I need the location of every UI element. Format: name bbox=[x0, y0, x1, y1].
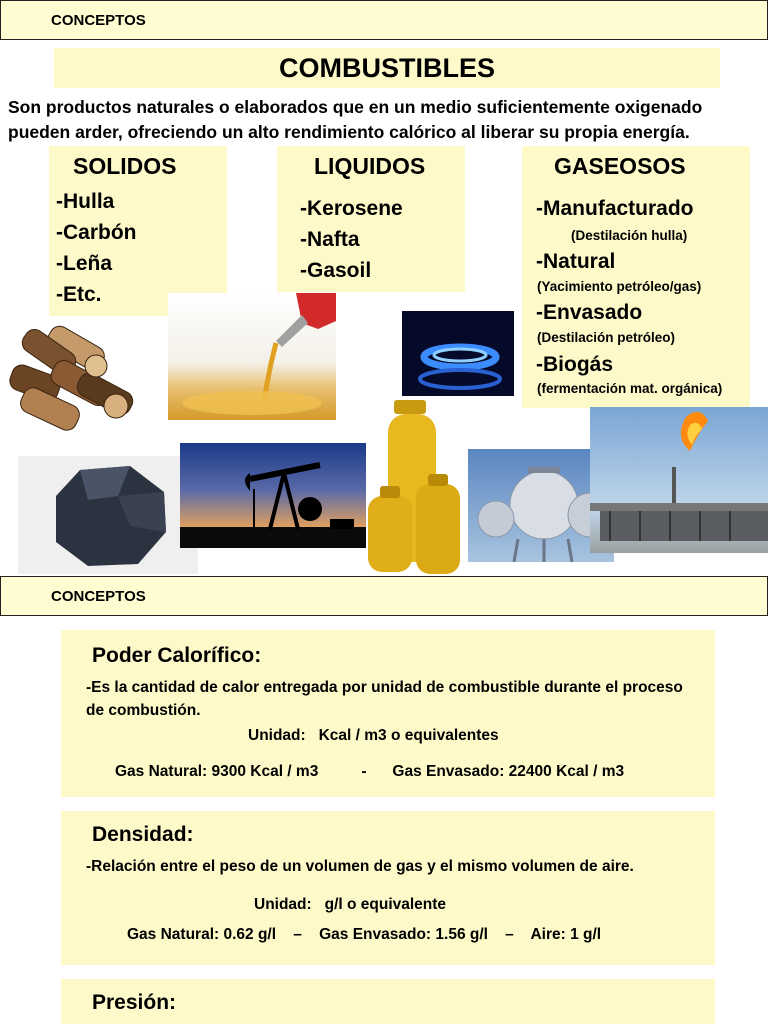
poder-title: Poder Calorífico: bbox=[92, 644, 262, 667]
header-label-top: CONCEPTOS bbox=[51, 12, 146, 29]
gas-flame-image bbox=[402, 311, 514, 396]
poder-desc: -Es la cantidad de calor entregada por unidad de combustible durante el proceso de combustión. bbox=[86, 679, 683, 719]
liquidos-heading: LIQUIDOS bbox=[314, 153, 426, 179]
coal-lump-image bbox=[18, 456, 198, 574]
gaseosos-item-note: (Destilación petróleo) bbox=[537, 330, 676, 345]
liquidos-item: -Kerosene bbox=[300, 197, 403, 220]
gas-cylinders-image bbox=[366, 400, 462, 576]
intro-text: Son productos naturales o elaborados que en un medio suficientemente oxigenado pueden arder, ofreciendo un alto rendimiento calórico al liberar su propia energía. bbox=[8, 97, 703, 142]
gaseosos-item-label: -Natural bbox=[536, 250, 616, 273]
firewood-logs-image bbox=[6, 322, 138, 434]
gaseosos-item-label: -Manufacturado bbox=[536, 197, 694, 220]
densidad-values: Gas Natural: 0.62 g/l – Gas Envasado: 1.56 g/l – Aire: 1 g/l bbox=[127, 926, 602, 943]
header-band-top bbox=[0, 0, 768, 40]
solidos-item: -Carbón bbox=[56, 221, 137, 244]
poder-values: Gas Natural: 9300 Kcal / m3 - Gas Envasado: 22400 Kcal / m3 bbox=[115, 763, 625, 780]
poder-calorifico-box bbox=[61, 630, 715, 797]
presion-title: Presión: bbox=[92, 991, 177, 1014]
header-band-mid bbox=[0, 576, 768, 616]
gaseosos-item-label: -Envasado bbox=[536, 301, 643, 324]
solidos-item: -Leña bbox=[56, 252, 113, 275]
gaseosos-item-note: (Yacimiento petróleo/gas) bbox=[537, 279, 702, 294]
poder-unit: Unidad: Kcal / m3 o equivalentes bbox=[248, 727, 499, 744]
fuel-nozzle-image bbox=[168, 293, 336, 420]
page-title: COMBUSTIBLES bbox=[54, 48, 720, 88]
refinery-flare-image bbox=[590, 407, 768, 553]
densidad-desc: -Relación entre el peso de un volumen de gas y el mismo volumen de aire. bbox=[86, 858, 634, 875]
gaseosos-item-label: -Biogás bbox=[536, 353, 614, 376]
solidos-item: -Etc. bbox=[56, 283, 102, 306]
liquidos-item: -Nafta bbox=[300, 228, 360, 251]
liquidos-item: -Gasoil bbox=[300, 259, 372, 282]
solidos-item: -Hulla bbox=[56, 190, 115, 213]
header-label-mid: CONCEPTOS bbox=[51, 588, 146, 605]
oil-pumpjack-image bbox=[180, 443, 366, 548]
liquidos-list bbox=[300, 193, 403, 286]
densidad-title: Densidad: bbox=[92, 823, 194, 846]
solidos-list bbox=[56, 186, 137, 310]
solidos-heading: SOLIDOS bbox=[73, 153, 177, 179]
densidad-unit: Unidad: g/l o equivalente bbox=[254, 896, 447, 913]
gaseosos-item-note: (Destilación hulla) bbox=[571, 228, 688, 243]
presion-box bbox=[61, 979, 715, 1024]
gaseosos-heading: GASEOSOS bbox=[554, 153, 686, 179]
gaseosos-item-note: (fermentación mat. orgánica) bbox=[537, 381, 723, 396]
densidad-box bbox=[61, 811, 715, 965]
